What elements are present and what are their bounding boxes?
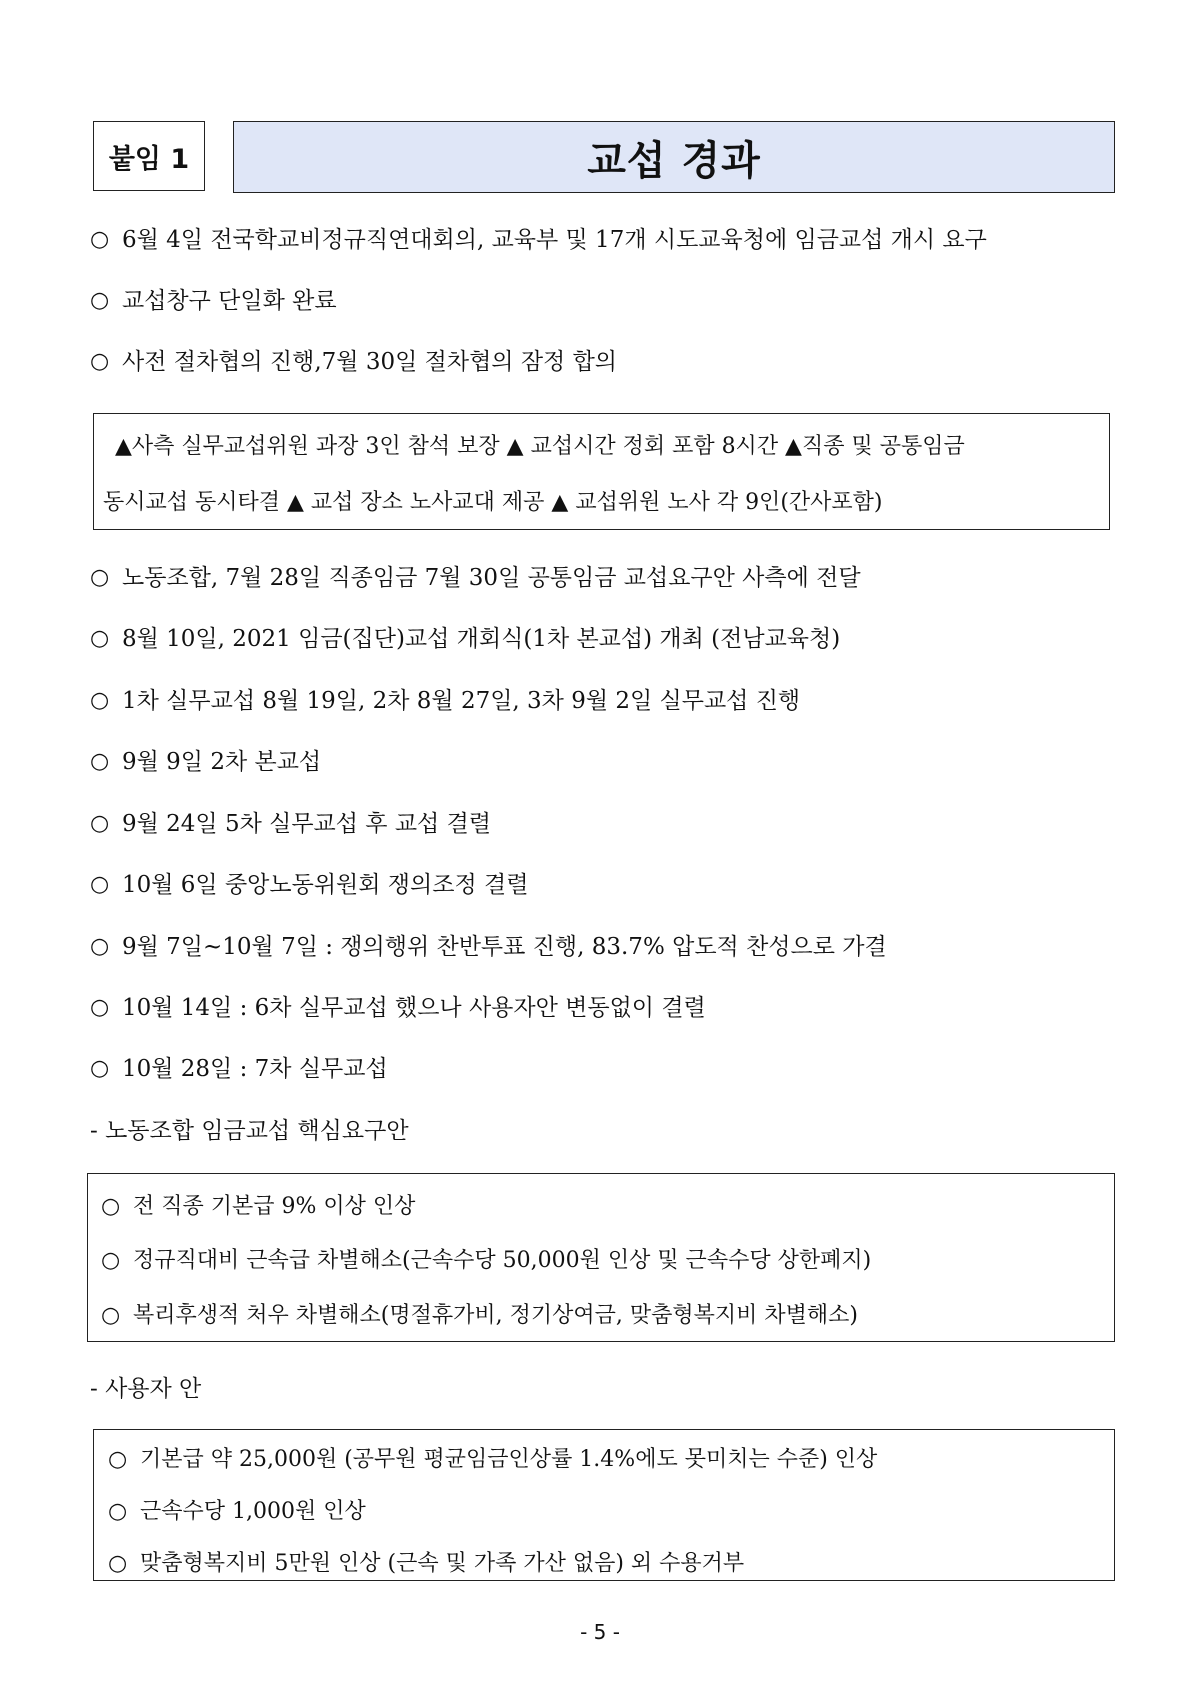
procedure-line: ▲사측 실무교섭위원 과장 3인 참석 보장 ▲ 교섭시간 정회 포함 8시간 ▲직종 및 공통임금 <box>115 434 965 459</box>
page-number: - 5 - <box>580 1620 620 1644</box>
proposal-item <box>108 1497 366 1527</box>
bullet-circle-icon: ○ <box>108 1551 128 1576</box>
bullet-circle-icon: ○ <box>108 1447 128 1472</box>
proposal-item-text: 기본급 약 25,000원 (공무원 평균임금인상률 1.4%에도 못미치는 수준) 인상 <box>140 1447 878 1472</box>
list-item-text: 9월 9일 2차 본교섭 <box>122 749 322 775</box>
list-item <box>90 747 321 777</box>
bullet-circle-icon: ○ <box>90 872 110 897</box>
bullet-circle-icon: ○ <box>90 811 110 836</box>
bullet-circle-icon: ○ <box>90 626 110 651</box>
bullet-circle-icon: ○ <box>90 934 110 959</box>
list-item <box>90 563 861 593</box>
proposal-item <box>108 1549 744 1579</box>
bullet-circle-icon: ○ <box>90 749 110 774</box>
list-item-text: 8월 10일, 2021 임금(집단)교섭 개회식(1차 본교섭) 개최 (전남교육청) <box>122 626 841 652</box>
list-item <box>90 686 800 716</box>
list-item-text: 10월 14일 : 6차 실무교섭 했으나 사용자안 변동없이 결렬 <box>122 995 706 1021</box>
list-item <box>90 347 617 377</box>
bullet-circle-icon: ○ <box>90 227 110 252</box>
bullet-circle-icon: ○ <box>101 1248 121 1273</box>
demand-item-text: 정규직대비 근속급 차별해소(근속수당 50,000원 인상 및 근속수당 상한폐지) <box>133 1248 872 1273</box>
list-item <box>90 932 887 962</box>
list-item-text: 1차 실무교섭 8월 19일, 2차 8월 27일, 3차 9월 2일 실무교섭 진행 <box>122 688 801 714</box>
demand-item-text: 전 직종 기본급 9% 이상 인상 <box>133 1194 416 1219</box>
employer-proposal-heading: - 사용자 안 <box>90 1376 202 1402</box>
list-item-text: 9월 7일~10월 7일 : 쟁의행위 찬반투표 진행, 83.7% 압도적 찬성으로 가결 <box>122 934 887 960</box>
attachment-tag: 붙임 1 <box>93 121 205 191</box>
demand-item <box>101 1246 871 1276</box>
proposal-item-text: 근속수당 1,000원 인상 <box>140 1499 366 1524</box>
bullet-circle-icon: ○ <box>90 995 110 1020</box>
proposal-item-text: 맞춤형복지비 5만원 인상 (근속 및 가족 가산 없음) 외 수용거부 <box>140 1551 745 1576</box>
page-title: 교섭 경과 <box>233 121 1115 193</box>
bullet-circle-icon: ○ <box>101 1303 121 1328</box>
list-item-text: 교섭창구 단일화 완료 <box>122 288 337 314</box>
list-item-text: 9월 24일 5차 실무교섭 후 교섭 결렬 <box>122 811 492 837</box>
procedure-line: 동시교섭 동시타결 ▲ 교섭 장소 노사교대 제공 ▲ 교섭위원 노사 각 9인(간사포함) <box>103 490 883 515</box>
demand-item-text: 복리후생적 처우 차별해소(명절휴가비, 정기상여금, 맞춤형복지비 차별해소) <box>133 1303 858 1328</box>
demand-item <box>101 1301 858 1331</box>
list-item-text: 6월 4일 전국학교비정규직연대회의, 교육부 및 17개 시도교육청에 임금교섭 개시 요구 <box>122 227 987 253</box>
bullet-circle-icon: ○ <box>108 1499 128 1524</box>
list-item <box>90 870 528 900</box>
list-item-text: 사전 절차협의 진행,7월 30일 절차협의 잠정 합의 <box>122 349 618 375</box>
demand-item <box>101 1192 415 1222</box>
list-item <box>90 624 840 654</box>
list-item <box>90 1054 388 1084</box>
proposal-item <box>108 1445 877 1475</box>
bullet-circle-icon: ○ <box>90 288 110 313</box>
list-item-text: 노동조합, 7월 28일 직종임금 7월 30일 공통임금 교섭요구안 사측에 전달 <box>122 565 861 591</box>
bullet-circle-icon: ○ <box>101 1194 121 1219</box>
list-item <box>90 225 987 255</box>
bullet-circle-icon: ○ <box>90 565 110 590</box>
list-item <box>90 993 706 1023</box>
list-item-text: 10월 28일 : 7차 실무교섭 <box>122 1056 388 1082</box>
union-demands-heading: - 노동조합 임금교섭 핵심요구안 <box>90 1118 409 1144</box>
list-item <box>90 809 491 839</box>
list-item-text: 10월 6일 중앙노동위원회 쟁의조정 결렬 <box>122 872 529 898</box>
bullet-circle-icon: ○ <box>90 1056 110 1081</box>
list-item <box>90 286 337 316</box>
bullet-circle-icon: ○ <box>90 349 110 374</box>
bullet-circle-icon: ○ <box>90 688 110 713</box>
